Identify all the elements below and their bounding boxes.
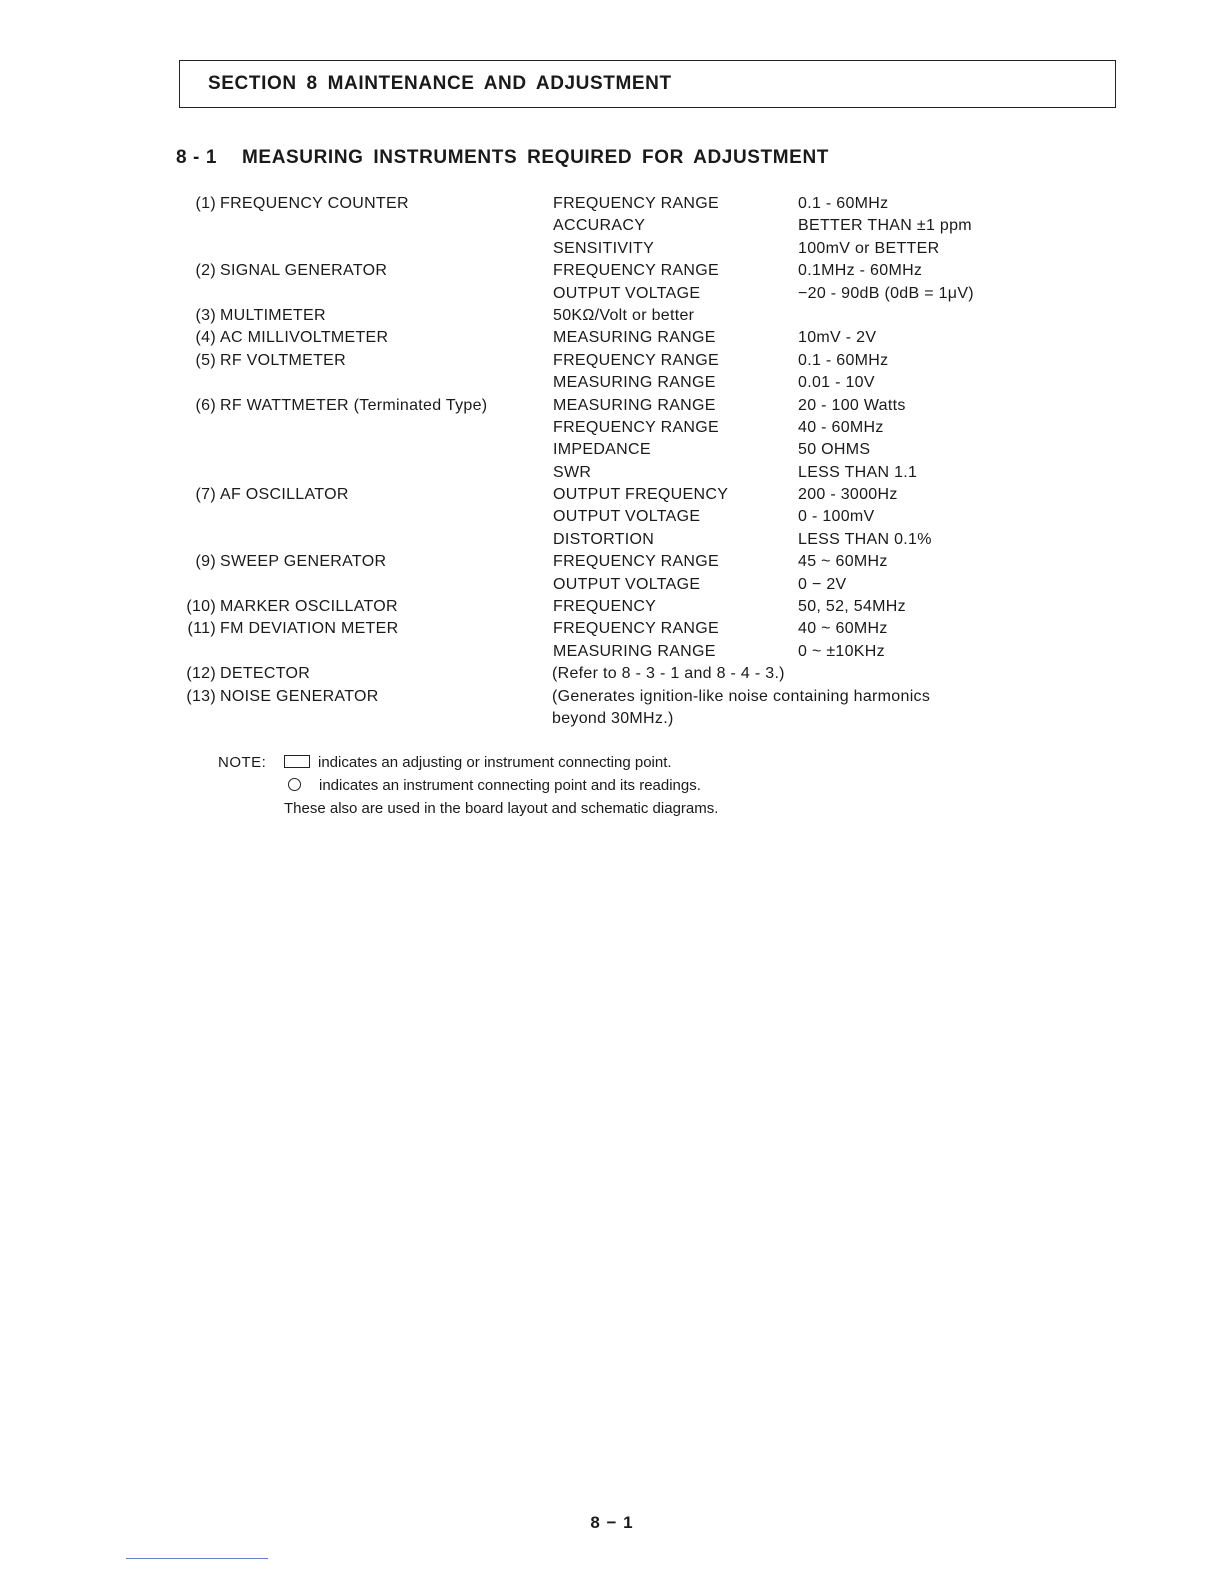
instrument-parameter: (Refer to 8 - 3 - 1 and 8 - 4 - 3.)	[552, 665, 785, 683]
table-row	[0, 641, 1224, 663]
note-line-2	[288, 775, 701, 798]
instrument-value: 40 ~ 60MHz	[798, 620, 888, 638]
table-row	[0, 395, 1224, 417]
instrument-name: MARKER OSCILLATOR	[220, 598, 398, 616]
instrument-number: (5)	[195, 351, 216, 369]
instrument-value: 200 - 3000Hz	[798, 486, 898, 504]
instrument-value: 0 - 100mV	[798, 508, 875, 526]
circle-symbol-icon	[288, 778, 301, 791]
instrument-number: (1)	[195, 195, 216, 212]
table-row	[0, 618, 1224, 640]
instrument-value: 0.01 - 10V	[798, 374, 875, 392]
instrument-name: AC MILLIVOLTMETER	[220, 329, 389, 347]
instrument-value: 0 − 2V	[798, 575, 847, 593]
instrument-parameter: OUTPUT VOLTAGE	[553, 508, 701, 526]
instrument-name: FM DEVIATION METER	[220, 620, 399, 638]
instrument-parameter: ACCURACY	[553, 217, 646, 235]
instrument-parameter: OUTPUT VOLTAGE	[553, 575, 701, 593]
instrument-parameter: MEASURING RANGE	[553, 396, 716, 414]
instrument-value: LESS THAN 0.1%	[798, 530, 932, 548]
instrument-parameter: IMPEDANCE	[553, 441, 651, 459]
subsection-heading	[176, 147, 829, 169]
instrument-parameter: (Generates ignition-like noise containing harmonics	[552, 687, 931, 705]
table-row	[0, 686, 1224, 708]
instrument-parameter: MEASURING RANGE	[553, 642, 716, 660]
instrument-parameter: SWR	[553, 463, 592, 481]
table-row	[0, 596, 1224, 618]
instrument-value: 50 OHMS	[798, 441, 871, 459]
instrument-number: (13)	[186, 687, 216, 705]
instrument-table	[0, 193, 1224, 730]
instrument-number: (11)	[187, 620, 216, 638]
table-row	[0, 663, 1224, 685]
instrument-name: MULTIMETER	[220, 306, 326, 324]
instrument-number: (10)	[186, 598, 216, 616]
instrument-parameter: OUTPUT VOLTAGE	[553, 284, 701, 302]
instrument-name: SWEEP GENERATOR	[220, 553, 387, 571]
instrument-parameter: FREQUENCY RANGE	[553, 418, 720, 436]
table-row	[0, 417, 1224, 439]
table-row	[0, 260, 1224, 282]
instrument-number: (12)	[186, 665, 216, 683]
instrument-value: 10mV - 2V	[798, 329, 877, 347]
instrument-number: (3)	[195, 306, 216, 324]
note-line-1-text: indicates an adjusting or instrument connecting point.	[318, 754, 672, 771]
table-row	[0, 462, 1224, 484]
instrument-value: 0.1 - 60MHz	[798, 195, 889, 212]
instrument-number: (4)	[195, 329, 216, 347]
instrument-name: FREQUENCY COUNTER	[220, 195, 409, 212]
instrument-value: 0.1MHz - 60MHz	[798, 262, 923, 280]
instrument-name: DETECTOR	[220, 665, 311, 683]
section-title: SECTION 8 MAINTENANCE AND ADJUSTMENT	[208, 73, 672, 94]
table-row	[0, 506, 1224, 528]
table-row	[0, 193, 1224, 215]
instrument-parameter: beyond 30MHz.)	[552, 709, 674, 727]
instrument-name: RF WATTMETER (Terminated Type)	[220, 396, 488, 414]
note-line-1	[284, 752, 672, 775]
instrument-parameter: FREQUENCY RANGE	[553, 262, 720, 280]
instrument-number: (6)	[195, 396, 216, 414]
table-row	[0, 529, 1224, 551]
instrument-parameter: FREQUENCY RANGE	[553, 620, 720, 638]
instrument-number: (2)	[195, 262, 216, 280]
instrument-name: SIGNAL GENERATOR	[220, 262, 388, 280]
bottom-divider	[126, 1558, 268, 1559]
table-row	[0, 484, 1224, 506]
instrument-parameter: MEASURING RANGE	[553, 329, 716, 347]
table-row	[0, 283, 1224, 305]
note-line-3	[284, 798, 718, 821]
note-line-2-text: indicates an instrument connecting point and its readings.	[319, 777, 701, 794]
instrument-number: (7)	[195, 486, 216, 504]
instrument-parameter: FREQUENCY RANGE	[553, 351, 720, 369]
instrument-value: 0.1 - 60MHz	[798, 351, 889, 369]
instrument-parameter: FREQUENCY	[553, 598, 657, 616]
note-line-3-text: These also are used in the board layout and schematic diagrams.	[284, 800, 719, 817]
instrument-parameter: OUTPUT FREQUENCY	[553, 486, 729, 504]
instrument-value: BETTER THAN ±1 ppm	[798, 217, 972, 235]
page-number: 8 − 1	[590, 1513, 634, 1532]
instrument-value: 100mV or BETTER	[798, 239, 940, 257]
note-label: NOTE:	[218, 754, 267, 771]
table-row	[0, 439, 1224, 461]
table-row	[0, 350, 1224, 372]
table-row	[0, 238, 1224, 260]
table-row	[0, 305, 1224, 327]
subsection-number: 8 - 1	[176, 147, 218, 168]
instrument-value: −20 - 90dB (0dB = 1μV)	[798, 284, 974, 302]
table-row	[0, 372, 1224, 394]
instrument-name: RF VOLTMETER	[220, 351, 346, 369]
instrument-parameter: FREQUENCY RANGE	[553, 195, 720, 212]
instrument-value: LESS THAN 1.1	[798, 463, 918, 481]
subsection-title: MEASURING INSTRUMENTS REQUIRED FOR ADJUSTMENT	[242, 147, 829, 168]
section-header-box	[179, 60, 1116, 108]
rectangle-symbol-icon	[284, 755, 310, 768]
instrument-name: AF OSCILLATOR	[220, 486, 349, 504]
table-row	[0, 708, 1224, 730]
instrument-parameter: MEASURING RANGE	[553, 374, 716, 392]
instrument-number: (9)	[195, 553, 216, 571]
table-row	[0, 574, 1224, 596]
table-row	[0, 215, 1224, 237]
instrument-name: NOISE GENERATOR	[220, 687, 379, 705]
instrument-parameter: SENSITIVITY	[553, 239, 655, 257]
instrument-parameter: FREQUENCY RANGE	[553, 553, 720, 571]
instrument-parameter: DISTORTION	[553, 530, 655, 548]
instrument-parameter: 50KΩ/Volt or better	[553, 306, 695, 324]
table-row	[0, 551, 1224, 573]
instrument-value: 50, 52, 54MHz	[798, 598, 906, 616]
table-row	[0, 327, 1224, 349]
instrument-value: 45 ~ 60MHz	[798, 553, 888, 571]
instrument-value: 0 ~ ±10KHz	[798, 642, 885, 660]
instrument-value: 20 - 100 Watts	[798, 396, 906, 414]
instrument-value: 40 - 60MHz	[798, 418, 884, 436]
